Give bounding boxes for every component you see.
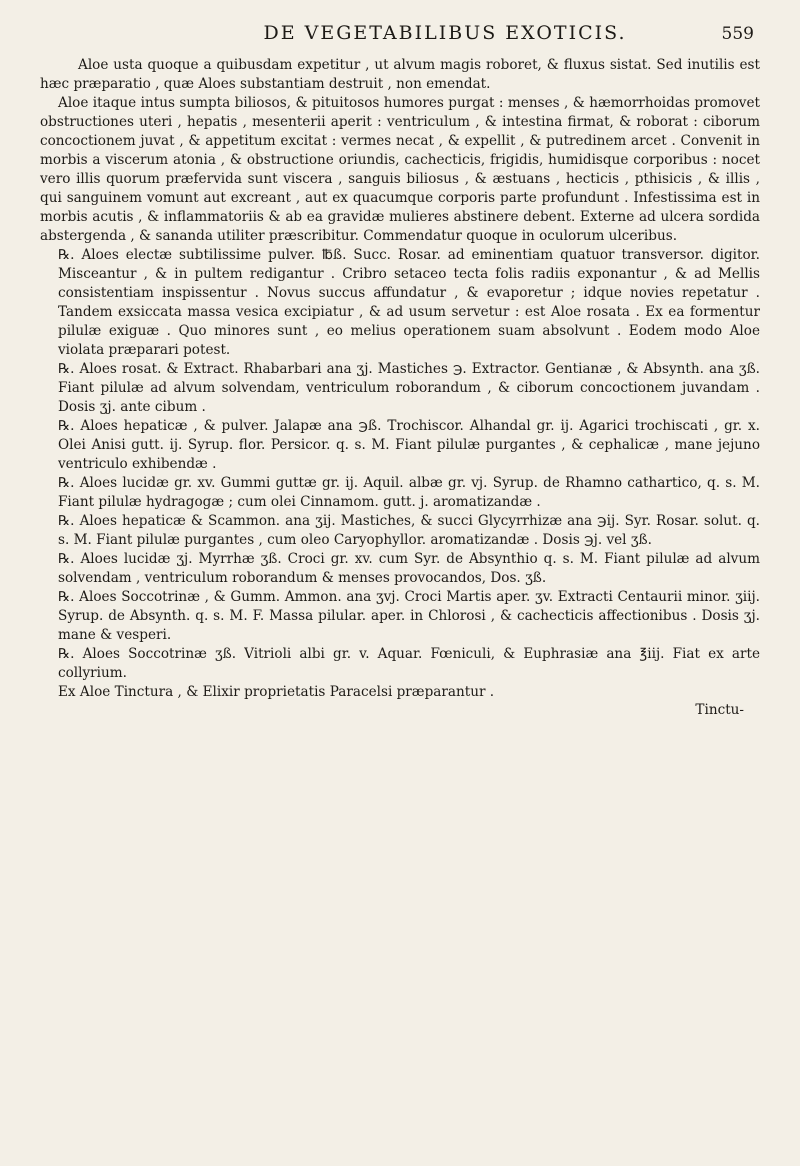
page-number: 559 <box>721 24 754 44</box>
running-head <box>40 22 760 56</box>
recipe-pills-scammony: ℞. Aloes hepaticæ & Scammon. ana ʒij. Mastiches, & succi Glycyrrhizæ ana ℈ij. Syr. Rosar. solut. q. s. M. Fiant pilulæ purgantes , cum oleo Caryophyllor. aromatizandæ . Dosis ℈j. vel ʒß. <box>58 513 760 548</box>
recipe-pills-myrrh: ℞. Aloes lucidæ ʒj. Myrrhæ ʒß. Croci gr. xv. cum Syr. de Absynthio q. s. M. Fiant pilulæ ad alvum solvendam , ventriculum roborandum & menses provocandos, Dos. ʒß. <box>58 551 760 586</box>
paragraph-aloe-virtues: Aloe itaque intus sumpta biliosos, & pituitosos humores purgat : menses , & hæmorrhoidas promovet obstructiones uteri , hepatis , mesenterii aperit : ventriculum , & intestina firmat, & roborat : ciborum concoctionem juvat , & appetitum excitat : vermes necat , & expellit , & putredinem arcet . Convenit in morbis a viscerum atonia , & obstructione oriundis, cachecticis, frigidis, humidisque corporibus : nocet vero illis quorum præfervida sunt viscera , sanguis biliosus , & æstuans , hecticis , pthisicis , & illis , qui sanguinem vomunt aut excreant , aut ex quacumque corporis parte profundunt . Infestissima est in morbis acutis , & inflammatoriis & ab ea gravidæ mulieres abstinere debent. Externe ad ulcera sordida abstergenda , & sananda utiliter præscribitur. Commendatur quoque in oculorum ulceribus. <box>40 95 760 244</box>
paragraph-tinctura: Ex Aloe Tinctura , & Elixir proprietatis Paracelsi præparantur . <box>58 684 495 700</box>
catchword: Tinctu- <box>695 702 744 718</box>
recipe-pills-cephalic: ℞. Aloes hepaticæ , & pulver. Jalapæ ana ℈ß. Trochiscor. Alhandal gr. ij. Agarici trochiscati , gr. x. Olei Anisi gutt. ij. Syrup. flor. Persicor. q. s. M. Fiant pilulæ purgantes , & cephalicæ , mane jejuno ventriculo exhibendæ . <box>58 418 760 472</box>
recipe-collyrium: ℞. Aloes Soccotrinæ ʒß. Vitrioli albi gr. v. Aquar. Fœniculi, & Euphrasiæ ana ℥iij. Fiat ex arte collyrium. <box>58 646 760 681</box>
recipe-aloe-rosata: ℞. Aloes electæ subtilissime pulver. ℔ß. Succ. Rosar. ad eminentiam quatuor transversor. digitor. Misceantur , & in pultem redigantur . Cribro setaceo tecta folis radiis exponantur , & ad Mellis consistentiam inspissentur . Novus succus affundatur , & evaporetur ; idque novies repetatur . Tandem exsiccata massa vesica excipiatur , & ad usum servetur : est Aloe rosata . Ex ea formentur pilulæ exiguæ . Quo minores sunt , eo melius operationem suam absolvunt . Eodem modo Aloe violata præparari potest. <box>58 247 760 358</box>
recipe-massa-chlorosis: ℞. Aloes Soccotrinæ , & Gumm. Ammon. ana ʒvj. Croci Martis aper. ʒv. Extracti Centaurii minor. ʒiij. Syrup. de Absynth. q. s. M. F. Massa pilular. aper. in Chlorosi , & cachecticis affectionibus . Dosis ʒj. mane & vesperi. <box>58 589 760 643</box>
paragraph-aloe-usta: Aloe usta quoque a quibusdam expetitur , ut alvum magis roboret, & fluxus sistat. Sed inutilis est hæc præparatio , quæ Aloes substantiam destruit , non emendat. <box>40 57 760 92</box>
running-head-title: DE VEGETABILIBUS EXOTICIS. <box>263 22 627 44</box>
body-text <box>40 56 760 702</box>
recipe-pills-stomach: ℞. Aloes rosat. & Extract. Rhabarbari ana ʒj. Mastiches ℈. Extractor. Gentianæ , & Absynth. ana ʒß. Fiant pilulæ ad alvum solvendam, ventriculum roborandum , & ciborum concoctionem juvandam . Dosis ʒj. ante cibum . <box>58 361 760 415</box>
recipe-pills-hydragogue: ℞. Aloes lucidæ gr. xv. Gummi guttæ gr. ij. Aquil. albæ gr. vj. Syrup. de Rhamno cathartico, q. s. M. Fiant pilulæ hydragogæ ; cum olei Cinnamom. gutt. j. aromatizandæ . <box>58 475 760 510</box>
